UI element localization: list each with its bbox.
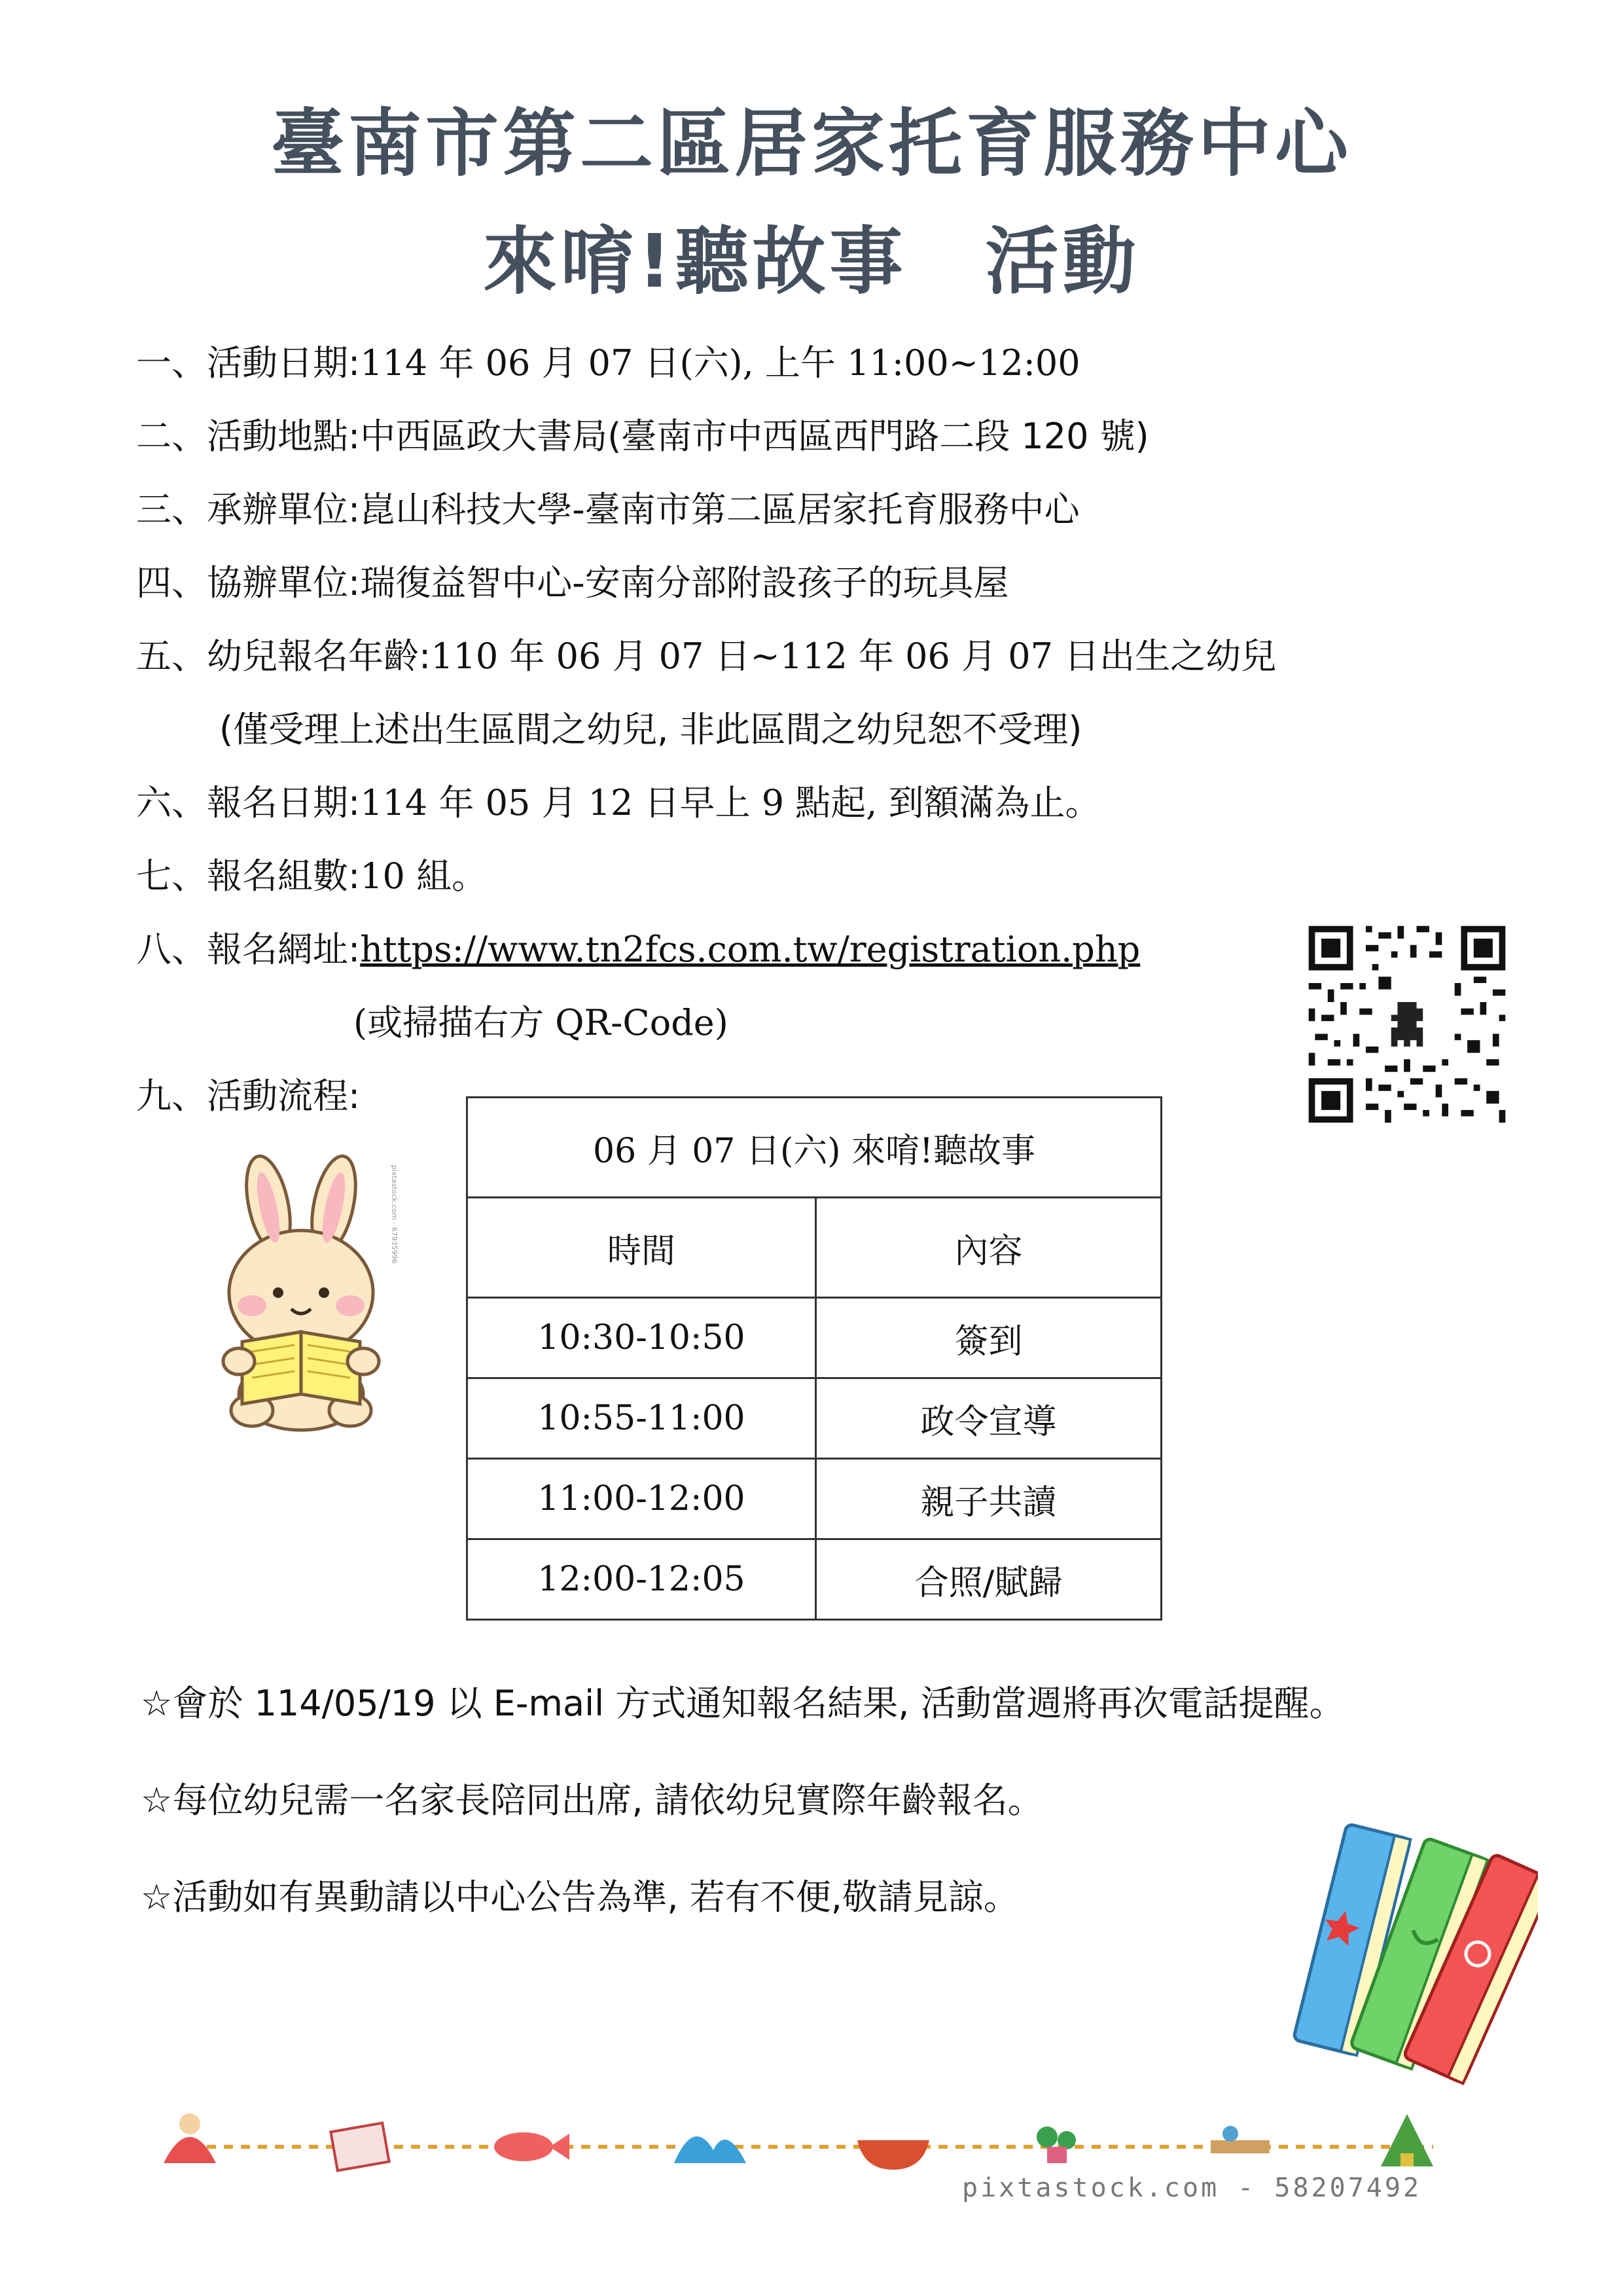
- info-label: 七、報名組數:: [136, 855, 361, 897]
- info-label: 六、報名日期:: [136, 782, 361, 823]
- table-row: [467, 1539, 1162, 1620]
- info-co-organizer: [136, 555, 1009, 605]
- info-label: 九、活動流程:: [136, 1075, 361, 1117]
- info-label: 八、報名網址:: [136, 929, 361, 970]
- bunny-watermark: [383, 1165, 399, 1270]
- books-illustration: [1289, 1806, 1538, 2108]
- event-subtitle: [0, 203, 1623, 308]
- schedule-header-content: 內容: [816, 1198, 1162, 1298]
- note-notification: ☆會於 114/05/19 以 E-mail 方式通知報名結果, 活動當週將再次電話提醒。: [141, 1683, 1345, 1724]
- info-registration-url: [136, 922, 1140, 972]
- info-value: 10 組。: [360, 855, 488, 897]
- info-location: [136, 408, 1149, 459]
- schedule-time: 12:00-12:05: [467, 1539, 816, 1620]
- info-value: (或掃描右方 QR-Code): [353, 1002, 728, 1043]
- pine-icon: [1381, 2114, 1433, 2166]
- info-flow: [136, 1068, 360, 1119]
- schedule-time: 10:55-11:00: [467, 1378, 816, 1459]
- info-value: 中西區政大書局(臺南市中西區西門路二段 120 號): [360, 416, 1149, 457]
- qr-code-icon[interactable]: [1302, 920, 1512, 1129]
- footer-credit: pixtastock.com - 58207492: [962, 2173, 1422, 2203]
- info-value: 瑞復益智中心-安南分部附設孩子的玩具屋: [360, 562, 1009, 603]
- info-organizer: [136, 482, 1080, 532]
- schedule-caption: 06 月 07 日(六) 來唷!聽故事: [467, 1098, 1162, 1198]
- schedule-table: [466, 1096, 1162, 1621]
- bowl-icon: [857, 2140, 929, 2170]
- info-label: 三、承辦單位:: [136, 489, 361, 530]
- info-registration-date: [136, 775, 1101, 825]
- note-parent: ☆每位幼兒需一名家長陪同出席, 請依幼兒實際年齡報名。: [141, 1780, 1043, 1821]
- event-name: 來唷!聽故事: [483, 219, 907, 304]
- info-value: 114 年 06 月 07 日(六), 上午 11:00~12:00: [360, 342, 1080, 384]
- schedule-content: 親子共讀: [816, 1459, 1162, 1539]
- info-value: 114 年 05 月 12 日早上 9 點起, 到額滿為止。: [360, 782, 1101, 823]
- plant-icon: [1037, 2126, 1076, 2163]
- schedule-content: 簽到: [816, 1298, 1162, 1378]
- info-label: 五、幼兒報名年齡:: [136, 636, 431, 677]
- event-type: 活動: [985, 219, 1140, 304]
- info-label: 二、活動地點:: [136, 416, 361, 457]
- registration-link[interactable]: https://www.tn2fcs.com.tw/registration.php: [360, 929, 1141, 970]
- card-icon: [330, 2123, 389, 2171]
- table-row: [467, 1378, 1162, 1459]
- table-row: [467, 1459, 1162, 1539]
- info-group-count: [136, 848, 487, 899]
- table-row: [467, 1298, 1162, 1378]
- info-label: 四、協辦單位:: [136, 562, 361, 603]
- page-title: 臺南市第二區居家托育服務中心: [271, 101, 1352, 187]
- info-value: 110 年 06 月 07 日~112 年 06 月 07 日出生之幼兒: [431, 636, 1277, 677]
- kokeshi-icon: [164, 2113, 216, 2163]
- info-label: 一、活動日期:: [136, 342, 361, 384]
- info-date: [136, 335, 1080, 386]
- schedule-content: 合照/賦歸: [816, 1539, 1162, 1620]
- info-qr-note: [353, 995, 728, 1045]
- tray-icon: [1211, 2126, 1270, 2153]
- schedule-header-time: 時間: [467, 1198, 816, 1298]
- fish-icon: [494, 2132, 569, 2161]
- bunny-watermark-text: pixtastock.com - 67935996: [390, 1165, 399, 1264]
- wave-icon: [674, 2136, 746, 2163]
- info-value: 崑山科技大學-臺南市第二區居家托育服務中心: [360, 489, 1080, 530]
- note-changes: ☆活動如有異動請以中心公告為準, 若有不便,敬請見諒。: [141, 1876, 1019, 1918]
- schedule-content: 政令宣導: [816, 1378, 1162, 1459]
- schedule-time: 11:00-12:00: [467, 1459, 816, 1539]
- info-value: (僅受理上述出生區間之幼兒, 非此區間之幼兒恕不受理): [219, 709, 1082, 750]
- info-age-note: [219, 702, 1082, 752]
- info-age: [136, 628, 1276, 679]
- schedule-time: 10:30-10:50: [467, 1298, 816, 1378]
